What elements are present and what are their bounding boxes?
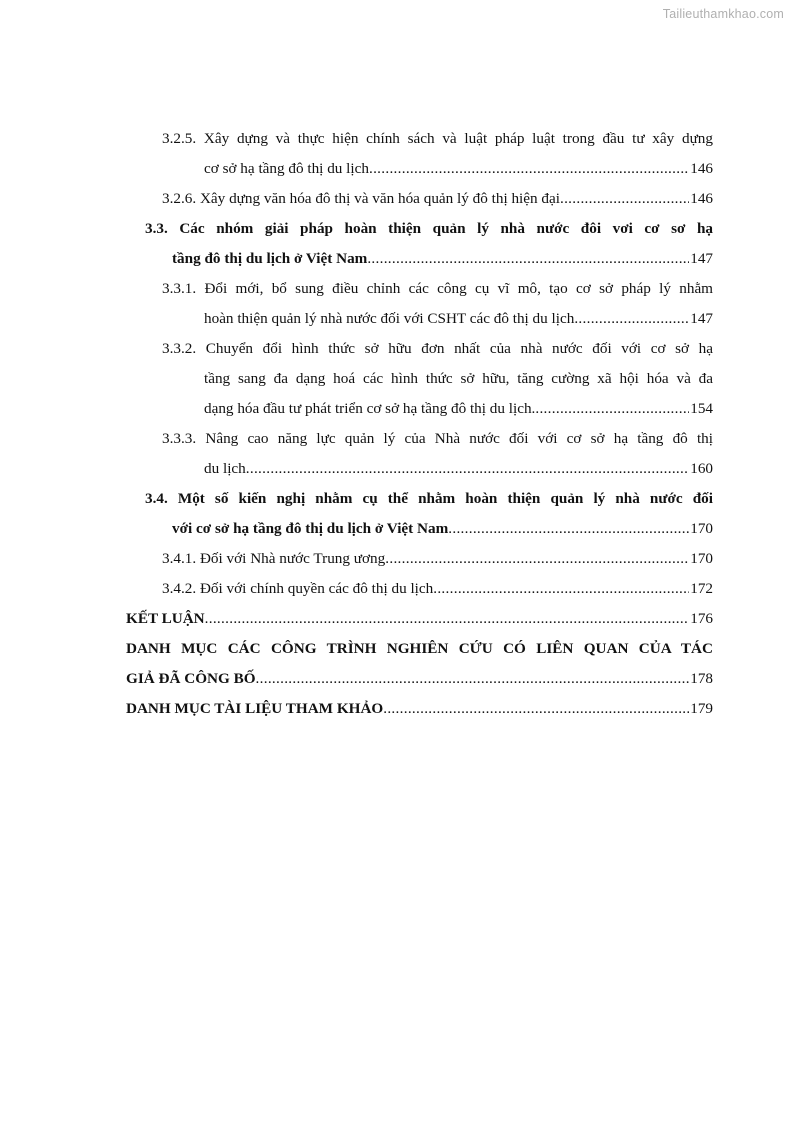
toc-entry-3-3-2-line3[interactable]	[204, 394, 713, 424]
toc-entry-text: 3.4.1. Đối với Nhà nước Trung ương	[162, 550, 386, 567]
page-number: 146	[690, 160, 713, 177]
leader-dots	[246, 454, 689, 484]
page-number: 179	[690, 700, 713, 717]
toc-entry-3-4-line1: 3.4. Một số kiến nghị nhằm cụ thể nhằm hoàn thiện quản lý nhà nước đối	[145, 490, 713, 507]
leader-dots	[205, 604, 690, 634]
toc-entry-3-2-6[interactable]	[162, 184, 713, 214]
toc-entry-3-3-1-line1: 3.3.1. Đổi mới, bổ sung điều chỉnh các công cụ vĩ mô, tạo cơ sở pháp lý nhằm	[162, 280, 713, 297]
toc-entry-text: tầng đô thị du lịch ở Việt Nam	[172, 250, 368, 267]
leader-dots	[560, 184, 689, 214]
toc-entry-text: DANH MỤC TÀI LIỆU THAM KHẢO	[126, 700, 384, 717]
page-number: 147	[690, 250, 713, 267]
toc-entry-text: GIẢ ĐÃ CÔNG BỐ	[126, 670, 256, 687]
page-number: 147	[690, 310, 713, 327]
toc-entry-text: 3.2.6. Xây dựng văn hóa đô thị và văn hóa quản lý đô thị hiện đại	[162, 190, 560, 207]
leader-dots	[383, 694, 689, 724]
toc-entry-3-3-3-line2[interactable]	[204, 454, 713, 484]
leader-dots	[385, 544, 689, 574]
page-number: 176	[690, 610, 713, 627]
toc-entry-3-2-5-line1: 3.2.5. Xây dựng và thực hiện chính sách và luật pháp luật trong đầu tư xây dựng	[162, 130, 713, 147]
toc-entry-3-3-1-line2[interactable]	[204, 304, 713, 334]
leader-dots	[369, 154, 689, 184]
toc-entry-3-3-2-line2: tầng sang đa dạng hoá các hình thức sở hữu, tăng cường xã hội hóa và đa	[204, 370, 713, 387]
toc-entry-3-4-2[interactable]	[162, 574, 713, 604]
toc-entry-text: du lịch	[204, 460, 246, 477]
toc-entry-3-3-2-line1: 3.3.2. Chuyển đổi hình thức sở hữu đơn nhất của nhà nước đối với cơ sở hạ	[162, 340, 713, 357]
page-number: 170	[690, 550, 713, 567]
toc-entry-text: dạng hóa đầu tư phát triển cơ sở hạ tầng đô thị du lịch.	[204, 400, 536, 417]
page-number: 172	[690, 580, 713, 597]
page-number: 146	[690, 190, 713, 207]
toc-entry-danh-muc-cong-trinh-line2[interactable]	[126, 664, 713, 694]
leader-dots	[535, 394, 689, 424]
toc-entry-text: 3.4.2. Đối với chính quyền các đô thị du lịch	[162, 580, 434, 597]
leader-dots	[574, 304, 689, 334]
toc-entry-ket-luan[interactable]	[126, 604, 713, 634]
toc-entry-3-3-3-line1: 3.3.3. Nâng cao năng lực quản lý của Nhà nước đối với cơ sở hạ tầng đô thị	[162, 430, 713, 447]
toc-entry-text: cơ sở hạ tầng đô thị du lịch	[204, 160, 369, 177]
toc-entry-3-3-line2[interactable]	[172, 244, 713, 274]
page-number: 178	[690, 670, 713, 687]
page-number: 160	[690, 460, 713, 477]
leader-dots	[448, 514, 689, 544]
toc-entry-3-2-5-line2[interactable]	[204, 154, 713, 184]
toc-entry-danh-muc-tai-lieu[interactable]	[126, 694, 713, 724]
toc-entry-text: hoàn thiện quản lý nhà nước đối với CSHT các đô thị du lịch	[204, 310, 575, 327]
toc-entry-3-4-1[interactable]	[162, 544, 713, 574]
toc-entry-3-3-line1: 3.3. Các nhóm giải pháp hoàn thiện quản lý nhà nước đôi vơi cơ sơ hạ	[145, 220, 713, 237]
page-number: 170	[690, 520, 713, 537]
leader-dots	[367, 244, 689, 274]
watermark: Tailieuthamkhao.com	[662, 7, 784, 21]
toc-entry-3-4-line2[interactable]	[172, 514, 713, 544]
toc-entry-danh-muc-cong-trinh-line1: DANH MỤC CÁC CÔNG TRÌNH NGHIÊN CỨU CÓ LIÊN QUAN CỦA TÁC	[126, 640, 713, 657]
page-number: 154	[690, 400, 713, 417]
leader-dots	[433, 574, 689, 604]
toc-entry-text: KẾT LUẬN	[126, 610, 205, 627]
leader-dots	[256, 664, 690, 694]
toc-entry-text: với cơ sở hạ tầng đô thị du lịch ở Việt Nam	[172, 520, 449, 537]
